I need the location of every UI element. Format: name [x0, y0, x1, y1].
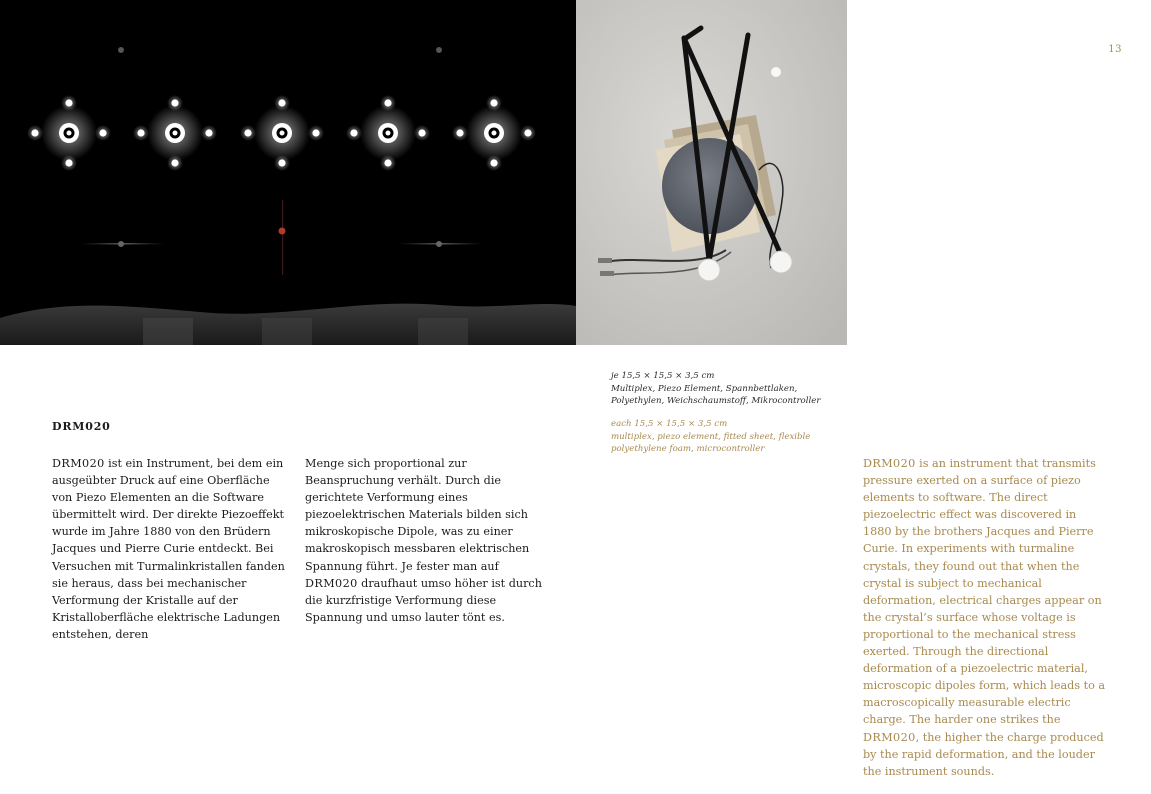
page-number: 13: [1108, 44, 1122, 55]
center-dot: [173, 131, 178, 136]
floor-tile: [418, 318, 468, 345]
satellite-dot: [490, 159, 497, 166]
instrument-name: DRM020: [863, 457, 916, 470]
satellite-dot: [171, 99, 178, 106]
instrument-name: DRM020: [52, 457, 105, 470]
light-cluster: [27, 95, 111, 171]
wall-speck: [771, 67, 781, 77]
paragraph-text: draufhaut umso höher ist durch die kurzfristige Verformung diese Spannung und umso lauter tönt es.: [305, 576, 542, 624]
satellite-dot: [384, 99, 391, 106]
satellite-dot: [171, 159, 178, 166]
satellite-dot: [456, 129, 463, 136]
paragraph: [863, 455, 1108, 780]
satellite-dot: [490, 99, 497, 106]
caption-english: [611, 418, 841, 456]
paragraph-text: is an instrument that transmits pressure exerted on a surface of piezo elements to software. The direct piezoelectric effect was discovered in 1880 by the brothers Jacques and Pierre Curie. In experiments with turmaline crystals, they found out that when the crystal is subject to mechanical deformation, electrical charges appear on the crystal’s surface whose voltage is proportional to the mechanical stress exerted. Through the directional deformation of a piezoelectric material, microscopic dipoles form, which leads to a macroscopically measurable electric charge. The harder one strikes the: [863, 457, 1106, 727]
satellite-dot: [137, 129, 144, 136]
instrument-name: DRM020: [305, 576, 358, 590]
drumstick-ball: [698, 259, 720, 281]
paragraph-text: Menge sich proportional zur Beanspruchung verhält. Durch die gerichtete Verformung eines piezoelektrischen Materials bilden sich mikroskopische Dipole, was zu einer makroskopisch messbaren elektrischen Spannung führt. Je fester man auf: [305, 457, 530, 573]
connector: [600, 271, 614, 276]
drumstick-ball: [770, 251, 792, 273]
caption-materials: Multiplex, Piezo Element, Spannbettlaken, Polyethylen, Weichschaumstoff, Mikrocontroller: [611, 383, 821, 406]
felt-pad: [662, 138, 758, 234]
satellite-dot: [31, 129, 38, 136]
satellite-dot: [278, 159, 285, 166]
caption-materials: multiplex, piezo element, fitted sheet, flexible polyethylene foam, microcontroller: [611, 431, 811, 454]
light-cluster: [133, 95, 217, 171]
satellite-dot: [418, 129, 425, 136]
body-text-english: [863, 455, 1108, 780]
satellite-dot: [350, 129, 357, 136]
paragraph: [52, 455, 290, 643]
light-cluster: [452, 95, 536, 171]
caption-dimensions: each 15,5 × 15,5 × 3,5 cm: [611, 419, 728, 429]
instrument-graphic: [576, 0, 847, 345]
satellite-dot: [384, 159, 391, 166]
connector: [598, 258, 612, 263]
satellite-dot: [205, 129, 212, 136]
satellite-dot: [524, 129, 531, 136]
drm020-instrument-photo: [576, 0, 847, 345]
satellite-dot: [278, 99, 285, 106]
light-cluster: [240, 95, 324, 171]
paragraph: [305, 455, 543, 626]
body-text-german-column-2: [305, 455, 543, 626]
paragraph-text: ist ein Instrument, bei dem ein ausgeübter Druck auf eine Oberfläche von Piezo Elementen an die Software übermittelt wird. Der direkte Piezoeffekt wurde im Jahre 1880 von den Brüdern Jacques und Pierre Curie entdeckt. Bei Versuchen mit Turmalinkristallen fanden sie heraus, dass bei mechanischer Verformung der Kristalle auf der Kristalloberfläche elektrische Ladungen entstehen, deren: [52, 457, 285, 641]
vertical-line: [282, 200, 283, 275]
center-dot: [386, 131, 391, 136]
satellite-dot: [312, 129, 319, 136]
satellite-dot: [99, 129, 106, 136]
satellite-dot: [244, 129, 251, 136]
body-text-german-column-1: [52, 455, 290, 643]
reflection-dot: [436, 241, 442, 247]
article-title: DRM020: [52, 420, 111, 433]
caption-german: [611, 370, 841, 408]
floor-tile: [262, 318, 312, 345]
light-display-photo: [0, 0, 576, 345]
center-dot: [280, 131, 285, 136]
floor-tile: [143, 318, 193, 345]
light-display-graphic: [0, 0, 576, 345]
top-marker: [436, 47, 442, 53]
paragraph-text: , the higher the charge produced by the rapid deformation, and the louder the instrument sounds.: [863, 730, 1104, 778]
satellite-dot: [65, 99, 72, 106]
top-marker: [118, 47, 124, 53]
reflection-dot: [118, 241, 124, 247]
instrument-name: DRM020: [863, 730, 916, 744]
red-indicator-dot: [279, 228, 286, 235]
center-dot: [67, 131, 72, 136]
center-dot: [492, 131, 497, 136]
light-cluster: [346, 95, 430, 171]
satellite-dot: [65, 159, 72, 166]
caption-dimensions: je 15,5 × 15,5 × 3,5 cm: [611, 371, 715, 381]
